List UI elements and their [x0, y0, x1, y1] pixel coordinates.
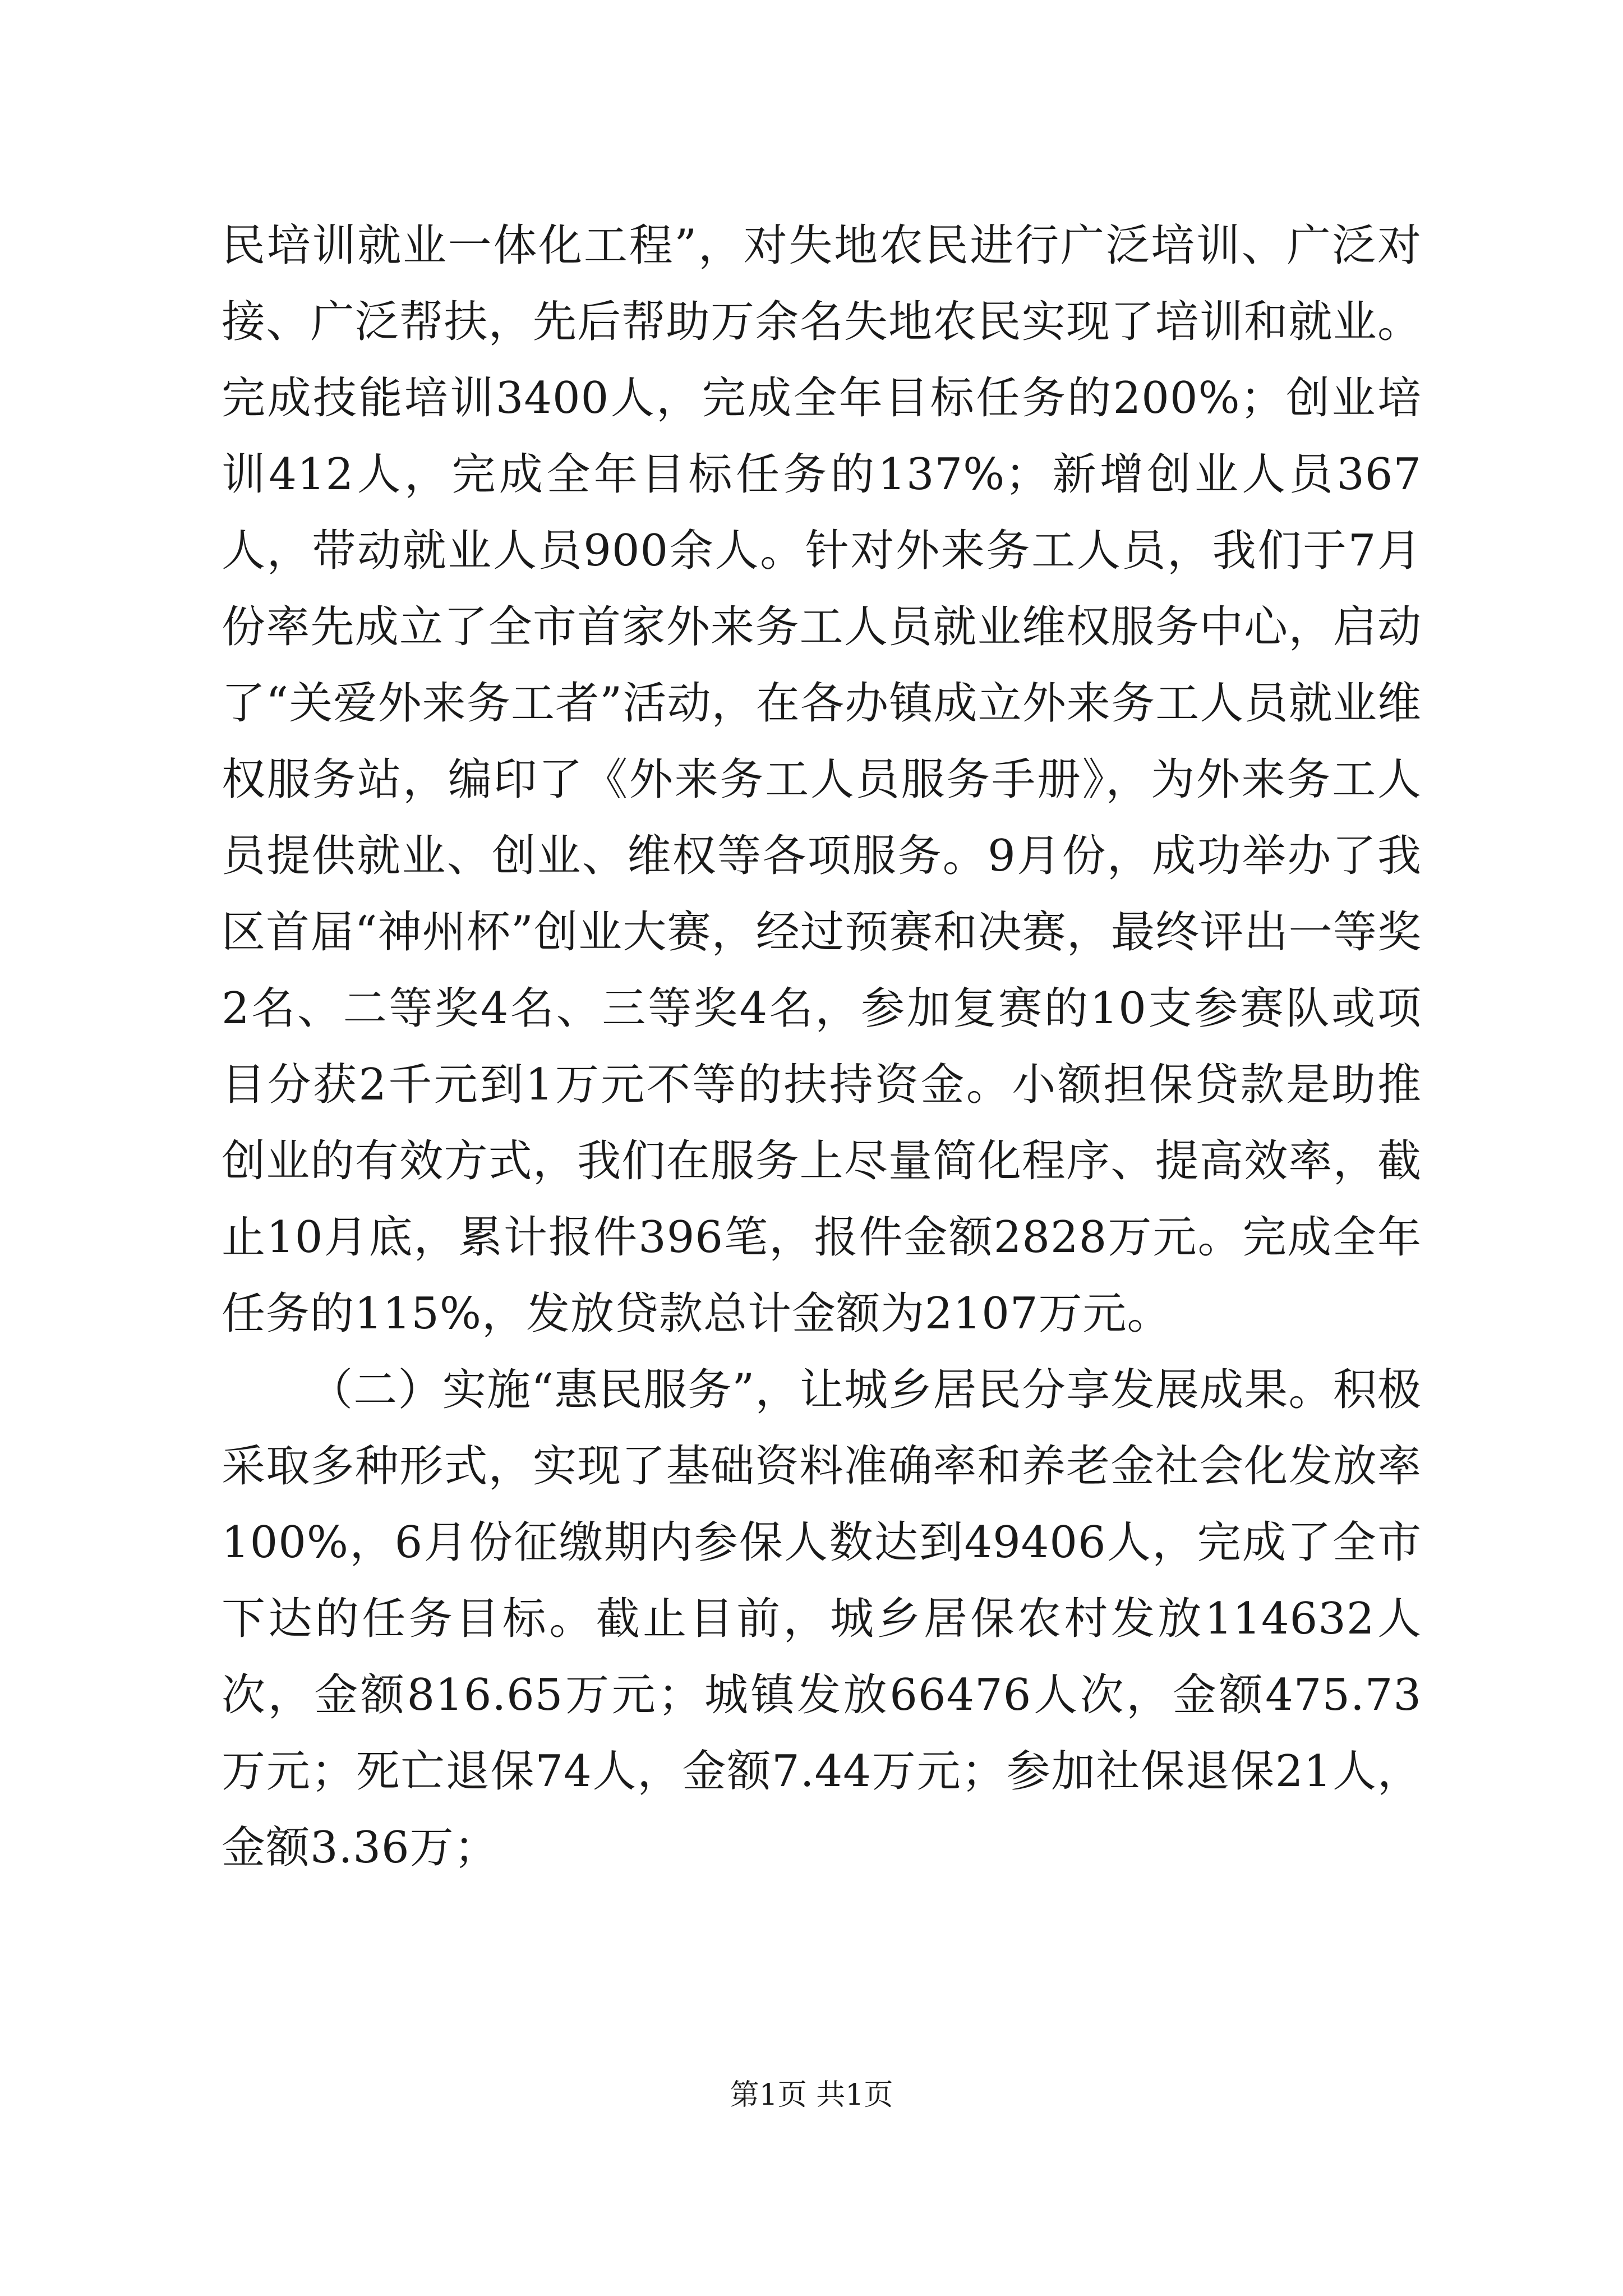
paragraph-section-two: （二）实施“惠民服务”，让城乡居民分享发展成果。积极采取多种形式，实现了基础资料准确率和养老金社会化发放率100%，6月份征缴期内参保人数达到49406人，完成了全市下达的任务目标。截止目前，城乡居保农村发放114632人次，金额816.65万元；城镇发放66476人次，金额475.73万元；死亡退保74人，金额7.44万元；参加社保退保21人，金额3.36万；: [222, 1365, 1422, 1873]
page-footer: 第1页 共1页: [730, 2078, 893, 2112]
document-body: [222, 208, 1422, 1886]
paragraph-continuation: 民培训就业一体化工程”，对失地农民进行广泛培训、广泛对接、广泛帮扶，先后帮助万余名失地农民实现了培训和就业。完成技能培训3400人，完成全年目标任务的200%；创业培训412人，完成全年目标任务的137%；新增创业人员367人，带动就业人员900余人。针对外来务工人员，我们于7月份率先成立了全市首家外来务工人员就业维权服务中心，启动了“关爱外来务工者”活动，在各办镇成立外来务工人员就业维权服务站，编印了《外来务工人员服务手册》，为外来务工人员提供就业、创业、维权等各项服务。9月份，成功举办了我区首届“神州杯”创业大赛，经过预赛和决赛，最终评出一等奖2名、二等奖4名、三等奖4名，参加复赛的10支参赛队或项目分获2千元到1万元不等的扶持资金。小额担保贷款是助推创业的有效方式，我们在服务上尽量简化程序、提高效率，截止10月底，累计报件396笔，报件金额2828万元。完成全年任务的115%，发放贷款总计金额为2107万元。: [222, 220, 1422, 1339]
